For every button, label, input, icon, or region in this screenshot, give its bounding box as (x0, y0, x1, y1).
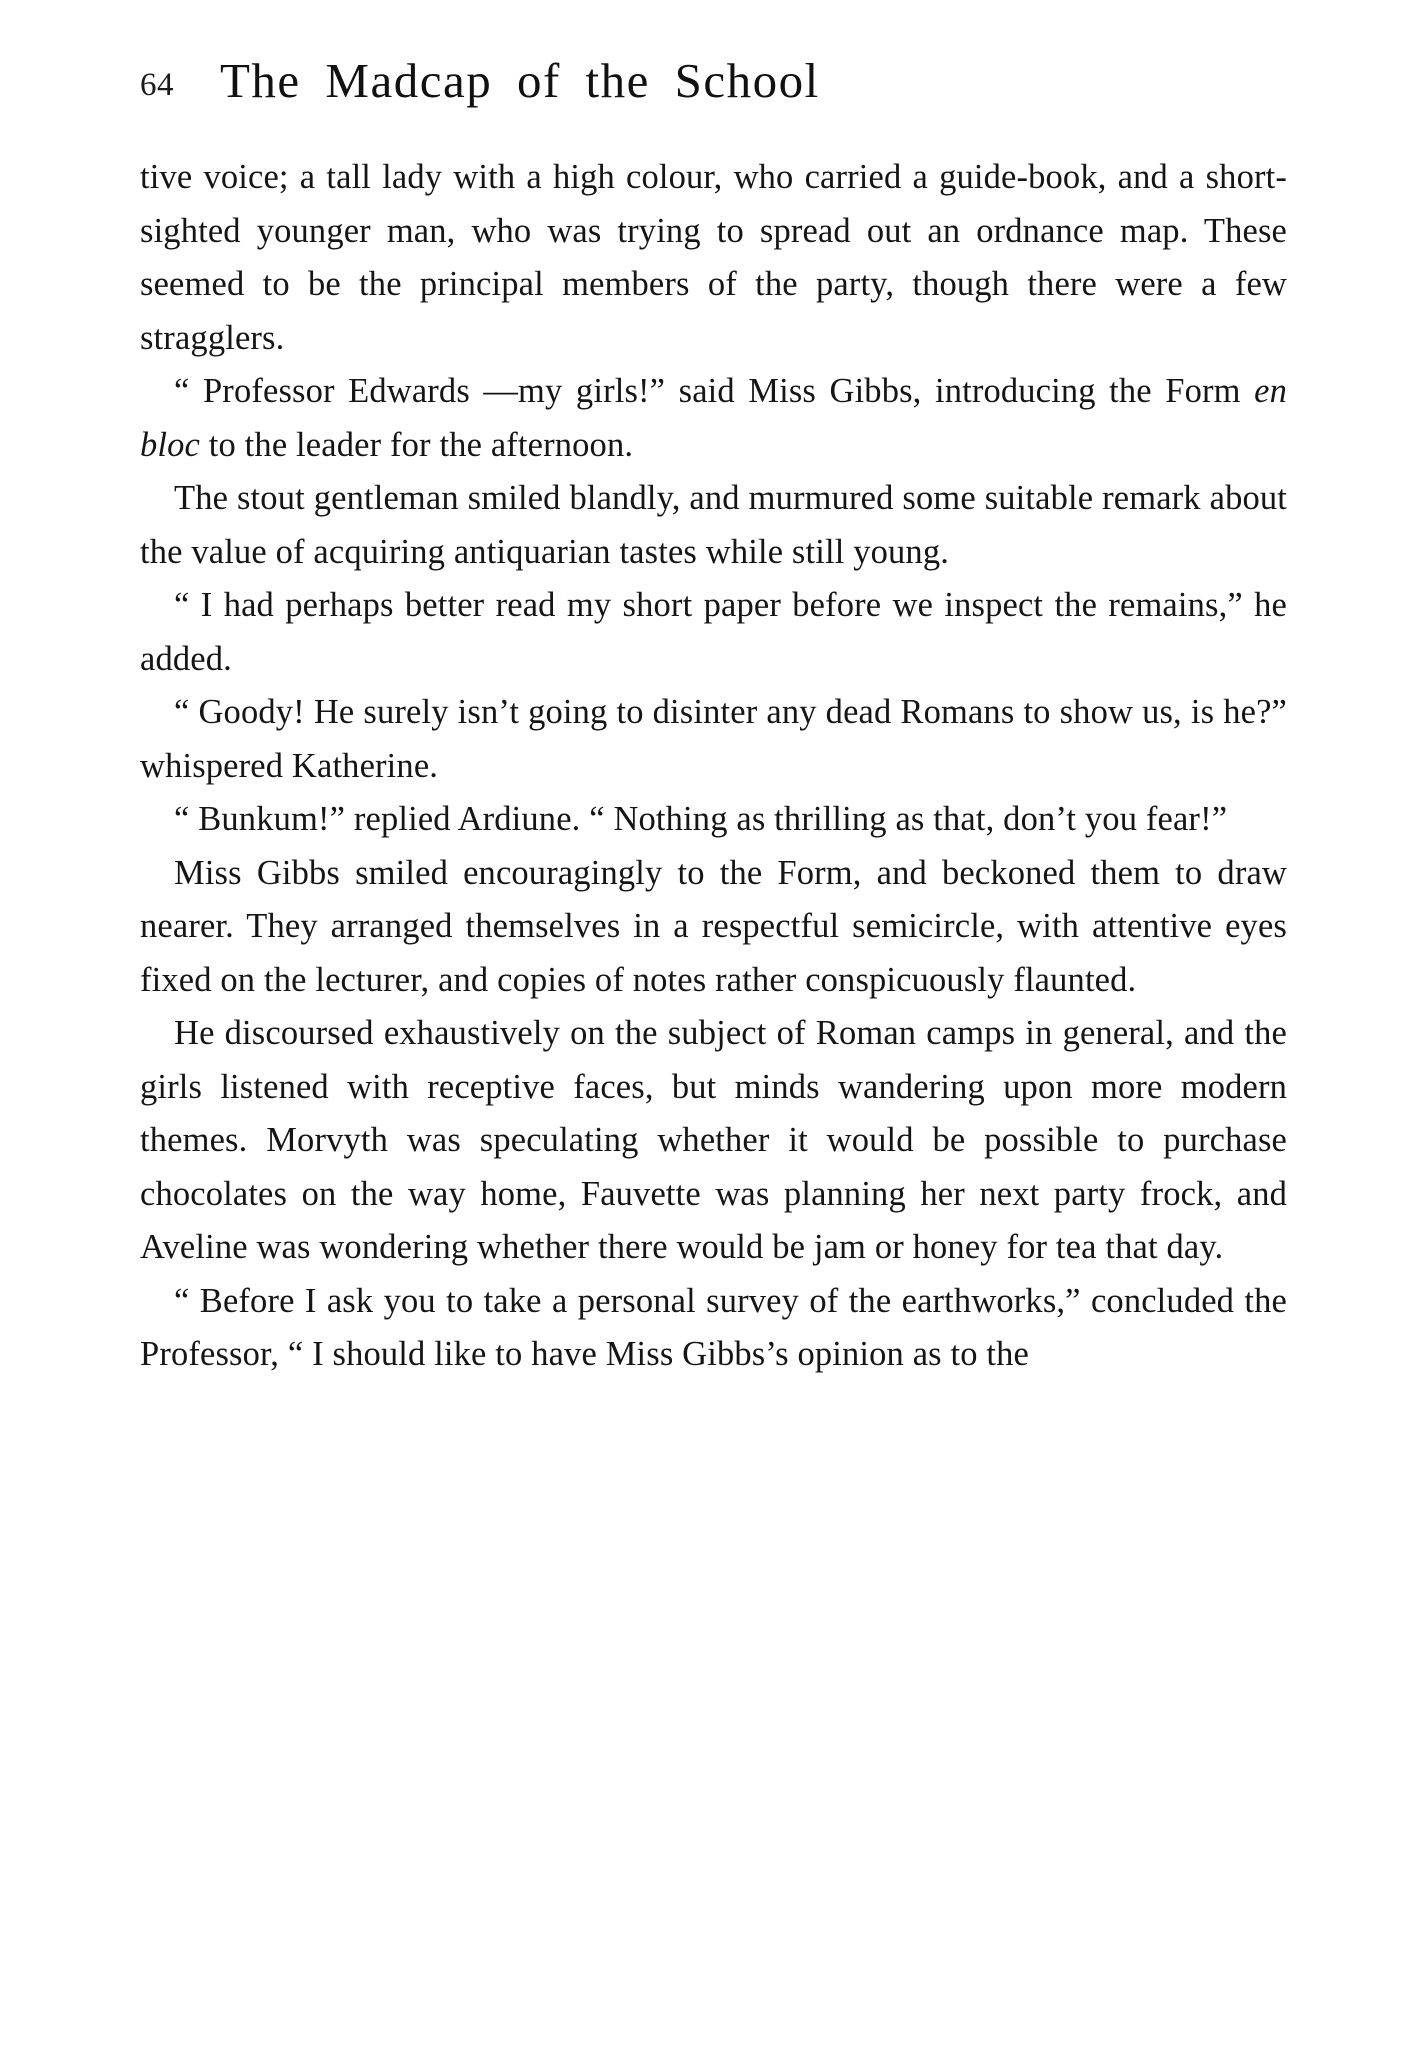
page-number: 64 (140, 67, 174, 103)
paragraph: The stout gentleman smiled blandly, and murmured some suitable remark about the value of acquiring antiquarian tastes while still young. (140, 479, 1287, 571)
paragraph: Miss Gibbs smiled encouragingly to the Form, and beckoned them to draw nearer. They arranged themselves in a respectful semicircle, with attentive eyes fixed on the lecturer, and copies of notes rather conspicuously flaunted. (140, 853, 1287, 999)
paragraph (140, 365, 1287, 472)
paragraph: “ I had perhaps better read my short paper before we inspect the remains,” he added. (140, 586, 1287, 678)
paragraph: “ Bunkum!” replied Ardiune. “ Nothing as thrilling as that, don’t you fear!” (174, 800, 1228, 838)
paragraph: tive voice; a tall lady with a high colour, who carried a guide-book, and a short-sighted younger man, who was trying to spread out an ordnance map. These seemed to be the principal members of the party, though there were a few stragglers. (140, 158, 1287, 357)
paragraph: He discoursed exhaustively on the subject of Roman camps in general, and the girls listened with receptive faces, but minds wandering upon more modern themes. Morvyth was speculating whether it would be possible to purchase chocolates on the way home, Fauvette was planning her next party frock, and Aveline was wondering whether there would be jam or honey for tea that day. (140, 1014, 1287, 1266)
paragraph-text-before-italic: “ Professor Edwards —my girls!” said Miss Gibbs, introducing the Form (174, 372, 1255, 410)
paragraph-text-after-italic: to the leader for the afternoon. (200, 425, 634, 464)
italic-phrase: en bloc (140, 372, 1287, 464)
running-title: The Madcap of the School (220, 53, 820, 108)
paragraph: “ Before I ask you to take a personal survey of the earthworks,” concluded the Professor, “ I should like to have Miss Gibbs’s opinion as to the (140, 1281, 1287, 1373)
body-text (0, 151, 1415, 1382)
page-header (0, 52, 1415, 109)
paragraph: “ Goody! He surely isn’t going to disinter any dead Romans to show us, is he?” whispered Katherine. (140, 693, 1287, 785)
